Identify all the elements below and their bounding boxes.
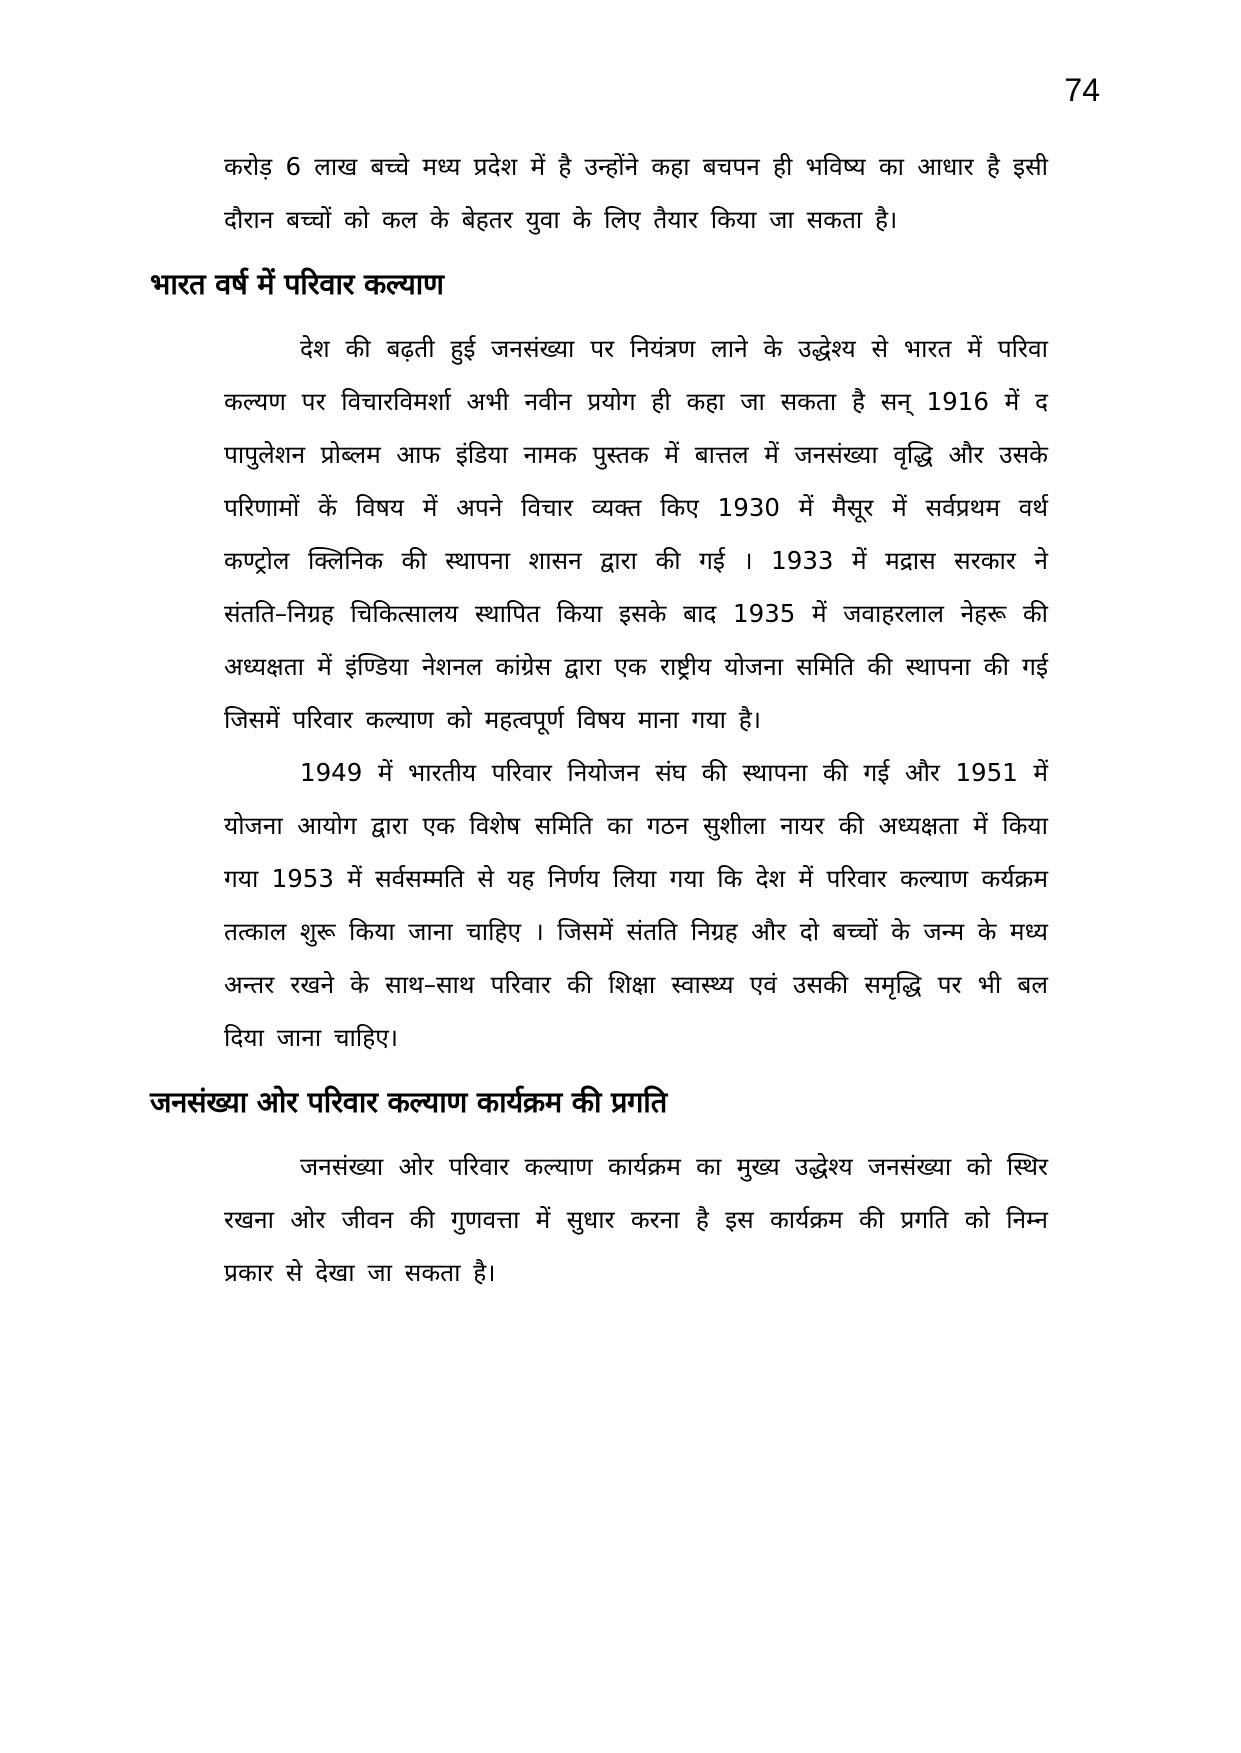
paragraph-family-planning-1949: 1949 में भारतीय परिवार नियोजन संघ की स्थापना की गई और 1951 में योजना आयोग द्वारा एक विशेष समिति का गठन सुशीला नायर की अध्यक्षता में किया गया 1953 में सर्वसम्मति से यह निर्णय लिया गया कि देश में परिवार कल्याण कर्यक्रम तत्काल शुरू किया जाना चाहिए । जिसमें संतति निग्रह और दो बच्चों के जन्म के मध्य अन्तर रखने के साथ–साथ परिवार की शिक्षा स्वास्थ्य एवं उसकी समृद्धि पर भी बल दिया जाना चाहिए। — [224, 758, 1048, 1052]
page-number: 74 — [1064, 72, 1100, 108]
document-body — [150, 140, 1070, 1299]
intro-paragraph: करोड़ 6 लाख बच्चे मध्य प्रदेश में है उन्होंने कहा बचपन ही भविष्य का आधार है इसी दौरान बच्चों को कल के बेहतर युवा के लिए तैयार किया जा सकता है। — [224, 152, 1048, 234]
paragraph-family-welfare-history: देश की बढ़ती हुई जनसंख्या पर नियंत्रण लाने के उद्धेश्य से भारत में परिवा कल्यण पर विचारविमर्शा अभी नवीन प्रयोग ही कहा जा सकता है सन् 1916 में द पापुलेशन प्रोब्लम आफ इंडिया नामक पुस्तक में बात्तल में जनसंख्या वृद्धि और उसके परिणामों कें विषय में अपने विचार व्यक्त किए 1930 में मैसूर में सर्वप्रथम वर्थ कण्ट्रोल क्लिनिक की स्थापना शासन द्वारा की गई । 1933 में मद्रास सरकार ने संतति–निग्रह चिकित्सालय स्थापित किया इसके बाद 1935 में जवाहरलाल नेहरू की अध्यक्षता में इंण्डिया नेशनल कांग्रेस द्वारा एक राष्ट्रीय योजना समिति की स्थापना की गई जिसमें परिवार कल्याण को महत्वपूर्ण विषय माना गया है। — [224, 334, 1048, 734]
section-heading-family-welfare-india: भारत वर्ष में परिवार कल्याण — [150, 267, 444, 301]
section-heading-program-progress: जनसंख्या ओर परिवार कल्याण कार्यक्रम की प्रगति — [150, 1085, 667, 1119]
paragraph-program-objective: जनसंख्या ओर परिवार कल्याण कार्यक्रम का मुख्य उद्धेश्य जनसंख्या को स्थिर रखना ओर जीवन की गुणवत्ता में सुधार करना है इस कार्यक्रम की प्रगति को निम्न प्रकार से देखा जा सकता है। — [224, 1152, 1048, 1287]
